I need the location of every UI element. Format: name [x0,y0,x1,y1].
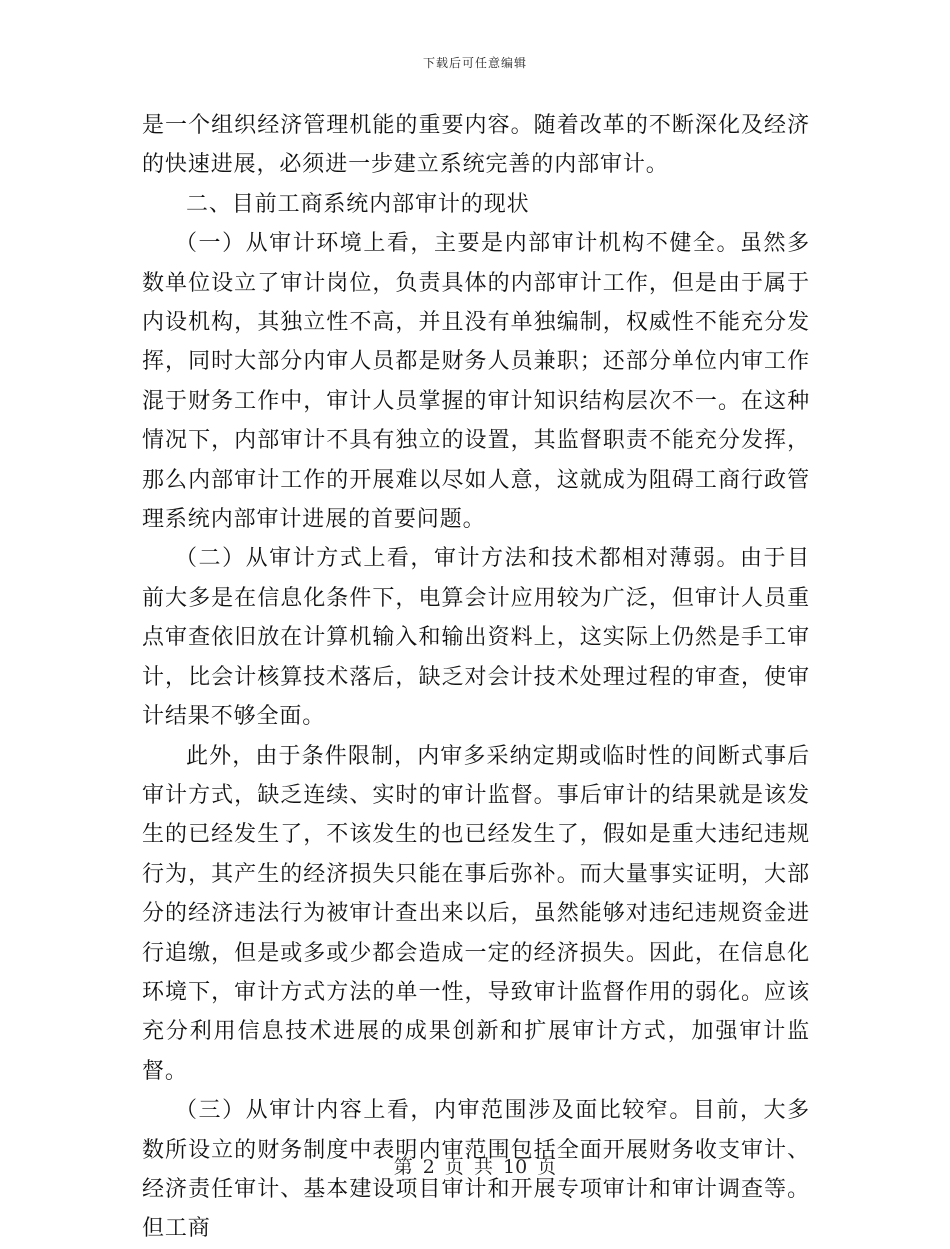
paragraph-audit-environment: （一）从审计环境上看，主要是内部审计机构不健全。虽然多数单位设立了审计岗位，负责具体的内部审计工作，但是由于属于内设机构，其独立性不高，并且没有单独编制，权威性不能充分发挥，同时大部分内审人员都是财务人员兼职；还部分单位内审工作混于财务工作中，审计人员掌握的审计知识结构层次不一。在这种情况下，内部审计不具有独立的设置，其监督职责不能充分发挥，那么内部审计工作的开展难以尽如人意，这就成为阻碍工商行政管理系统内部审计进展的首要问题。 [142,231,810,533]
paragraph-audit-method: （二）从审计方式上看，审计方法和技术都相对薄弱。由于目前大多是在信息化条件下，电算会计应用较为广泛，但审计人员重点审查依旧放在计算机输入和输出资料上，这实际上仍然是手工审计，比会计核算技术落后，缺乏对会计技术处理过程的审查，使审计结果不够全面。 [142,546,810,730]
header-note: 下载后可任意编辑 [422,56,527,70]
document-body [142,106,810,1249]
section-heading: 二、目前工商系统内部审计的现状 [186,191,530,217]
paragraph-audit-content: （三）从审计内容上看，内审范围涉及面比较窄。目前，大多数所设立的财务制度中表明内审范围包括全面开展财务收支审计、经济责任审计、基本建设项目审计和开展专项审计和审计调查等。但工商 [142,1098,810,1242]
paragraph-continuation: 是一个组织经济管理机能的重要内容。随着改革的不断深化及经济的快速进展，必须进一步建立系统完善的内部审计。 [142,113,810,178]
paragraph-additionally: 此外，由于条件限制，内审多采纳定期或临时性的间断式事后审计方式，缺乏连续、实时的审计监督。事后审计的结果就是该发生的已经发生了，不该发生的也已经发生了，假如是重大违纪违规行为，其产生的经济损失只能在事后弥补。而大量事实证明，大部分的经济违法行为被审计查出来以后，虽然能够对违纪违规资金进行追缴，但是或多或少都会造成一定的经济损失。因此，在信息化环境下，审计方式方法的单一性，导致审计监督作用的弱化。应该充分利用信息技术进展的成果创新和扩展审计方式，加强审计监督。 [142,743,810,1084]
page-number: 第 2 页 共 10 页 [393,1156,557,1178]
